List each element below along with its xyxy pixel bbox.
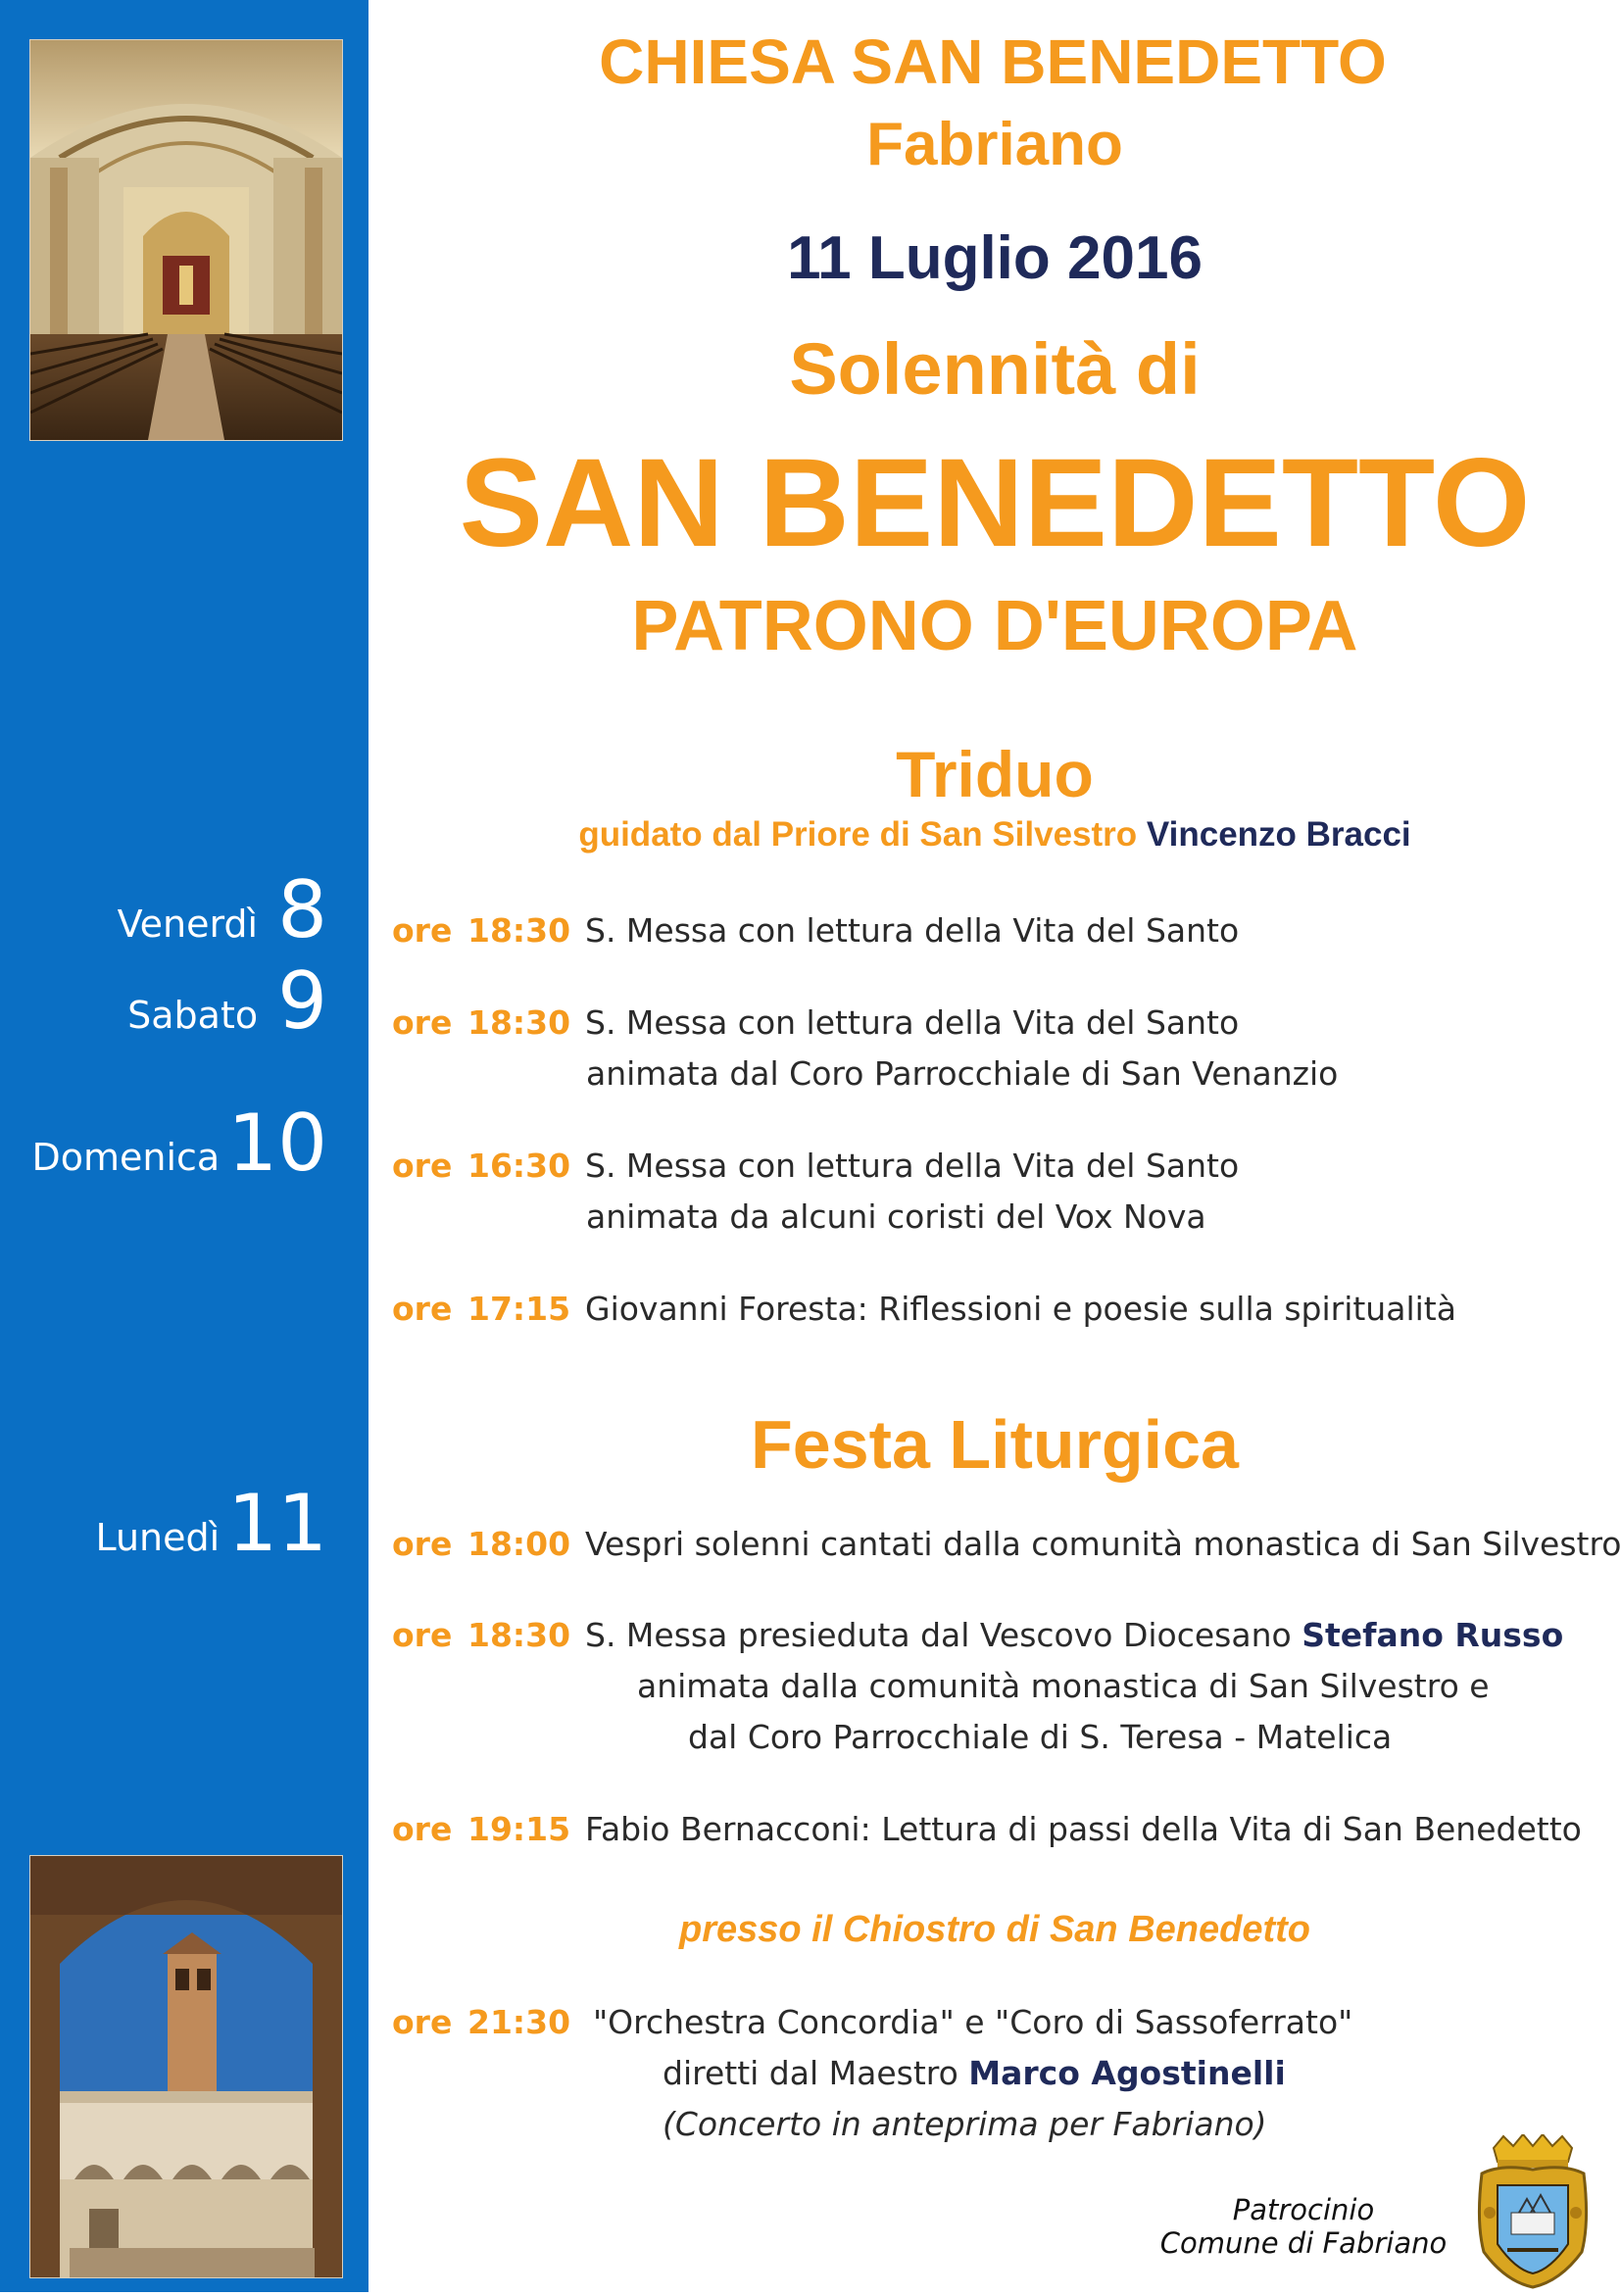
day-monday xyxy=(95,1478,327,1569)
event-text-line: animata dalla comunità monastica di San Silvestro e xyxy=(637,1667,1490,1705)
triduo-guide: Vincenzo Bracci xyxy=(1146,815,1411,854)
festa-title: Festa Liturgica xyxy=(751,1406,1239,1483)
event-time: 18:00 xyxy=(467,1525,571,1563)
triduo-subtitle xyxy=(368,815,1621,855)
event-text-line xyxy=(663,2054,1286,2092)
ore-label: ore xyxy=(392,911,453,950)
event-text-line: animata da alcuni coristi del Vox Nova xyxy=(586,1197,1206,1236)
fabriano-crest-icon xyxy=(1472,2134,1594,2291)
event-text-line: animata dal Coro Parrocchiale di San Venanzio xyxy=(586,1054,1339,1093)
event-text xyxy=(585,1616,1563,1654)
event-text-part: S. Messa presieduta dal Vescovo Diocesano xyxy=(585,1616,1292,1654)
event-text-part: diretti dal Maestro xyxy=(663,2054,958,2092)
ore-label: ore xyxy=(392,1616,453,1654)
ore-label: ore xyxy=(392,1003,453,1042)
ore-label: ore xyxy=(392,2003,453,2041)
day-name: Venerdì xyxy=(117,903,259,946)
event-text: Vespri solenni cantati dalla comunità monastica di San Silvestro xyxy=(585,1525,1621,1563)
day-friday xyxy=(118,864,327,955)
event-row xyxy=(392,1525,1621,1563)
event-row xyxy=(392,2003,1352,2041)
solemnity-label: Solennità di xyxy=(789,328,1201,410)
event-time: 16:30 xyxy=(467,1147,571,1185)
church-interior-photo xyxy=(29,39,343,441)
event-text: Fabio Bernacconi: Lettura di passi della Vita di San Benedetto xyxy=(585,1810,1582,1848)
event-time: 18:30 xyxy=(467,1616,571,1654)
event-time: 19:15 xyxy=(467,1810,571,1848)
day-number: 11 xyxy=(227,1478,327,1569)
day-sunday xyxy=(31,1098,327,1189)
patrocinio-label: Patrocinio xyxy=(1232,2193,1375,2226)
chiostro-location: presso il Chiostro di San Benedetto xyxy=(679,1909,1310,1950)
event-row xyxy=(392,911,1239,950)
ore-label: ore xyxy=(392,1525,453,1563)
day-name: Lunedì xyxy=(95,1516,221,1559)
bishop-name: Stefano Russo xyxy=(1302,1616,1564,1654)
triduo-title: Triduo xyxy=(896,738,1094,810)
event-text: S. Messa con lettura della Vita del Santo xyxy=(585,911,1240,950)
comune-label: Comune di Fabriano xyxy=(1159,2226,1448,2260)
day-number: 8 xyxy=(277,864,327,955)
event-text: S. Messa con lettura della Vita del Santo xyxy=(585,1003,1240,1042)
day-name: Domenica xyxy=(31,1136,221,1179)
event-row xyxy=(392,1003,1239,1042)
event-time: 18:30 xyxy=(467,911,571,950)
event-text-line: (Concerto in anteprima per Fabriano) xyxy=(663,2105,1267,2143)
day-number: 9 xyxy=(277,955,327,1047)
event-text: Giovanni Foresta: Riflessioni e poesie sulla spiritualità xyxy=(585,1290,1456,1328)
ore-label: ore xyxy=(392,1290,453,1328)
city-name: Fabriano xyxy=(866,111,1123,178)
day-number: 10 xyxy=(227,1098,327,1189)
event-time: 17:15 xyxy=(467,1290,571,1328)
event-row xyxy=(392,1147,1239,1185)
event-text-line: dal Coro Parrocchiale di S. Teresa - Matelica xyxy=(688,1718,1393,1756)
event-time: 21:30 xyxy=(467,2003,571,2041)
day-name: Sabato xyxy=(127,994,259,1037)
event-row xyxy=(392,1616,1563,1654)
day-saturday xyxy=(127,955,327,1047)
triduo-subtitle-text: guidato dal Priore di San Silvestro xyxy=(578,815,1138,854)
event-time: 18:30 xyxy=(467,1003,571,1042)
ore-label: ore xyxy=(392,1147,453,1185)
church-interior-image xyxy=(30,40,342,440)
event-row xyxy=(392,1290,1456,1328)
conductor-name: Marco Agostinelli xyxy=(968,2054,1286,2092)
church-name: CHIESA SAN BENEDETTO xyxy=(599,26,1387,97)
event-text: S. Messa con lettura della Vita del Santo xyxy=(585,1147,1240,1185)
patron-title: PATRONO D'EUROPA xyxy=(631,587,1358,665)
cloister-photo xyxy=(29,1855,343,2278)
ore-label: ore xyxy=(392,1810,453,1848)
saint-name: SAN BENEDETTO xyxy=(459,433,1531,573)
event-row xyxy=(392,1810,1582,1848)
cloister-image xyxy=(30,1856,342,2277)
event-text: "Orchestra Concordia" e "Coro di Sassoferrato" xyxy=(593,2003,1353,2041)
event-date: 11 Luglio 2016 xyxy=(787,224,1203,292)
